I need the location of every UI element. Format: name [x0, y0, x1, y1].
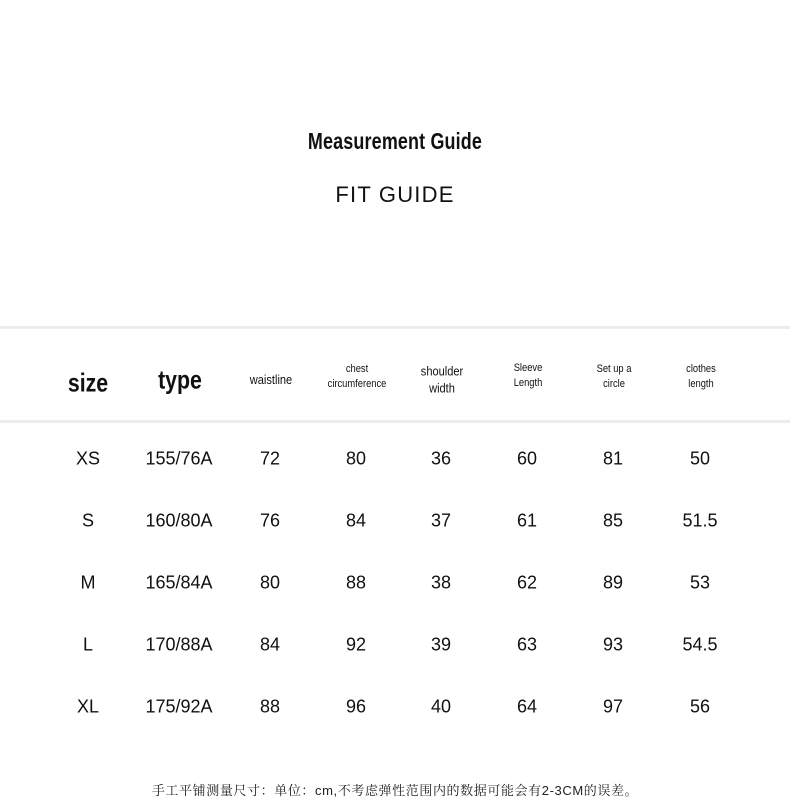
- cell-setup: 89: [602, 572, 624, 593]
- cell-waistline: 84: [259, 634, 281, 655]
- cell-setup: 85: [602, 510, 624, 531]
- header-sleeve-length: Sleeve Length: [513, 362, 543, 389]
- cell-sleeve: 64: [516, 696, 538, 717]
- header-clothes-length: clothes length: [686, 363, 716, 390]
- cell-sleeve: 61: [516, 510, 538, 531]
- cell-chest: 96: [345, 696, 367, 717]
- cell-chest: 92: [345, 634, 367, 655]
- header-set-up-circle: Set up a circle: [596, 363, 632, 390]
- cell-setup: 97: [602, 696, 624, 717]
- header-type: type: [158, 364, 202, 395]
- page-title: Measurement Guide: [307, 128, 483, 154]
- cell-sleeve: 60: [516, 448, 538, 469]
- cell-waistline: 80: [259, 572, 281, 593]
- cell-type: 165/84A: [145, 572, 213, 593]
- cell-size: XL: [76, 696, 100, 717]
- cell-clothes: 56: [689, 696, 711, 717]
- measurement-footnote: 手工平铺测量尺寸：单位：cm,不考虑弹性范围内的数据可能会有2-3CM的误差。: [151, 783, 639, 798]
- cell-waistline: 72: [259, 448, 281, 469]
- cell-shoulder: 38: [430, 572, 452, 593]
- cell-sleeve: 62: [516, 572, 538, 593]
- cell-size: XS: [75, 448, 101, 469]
- cell-size: S: [81, 510, 95, 531]
- cell-size: L: [82, 634, 94, 655]
- table-top-divider: [0, 326, 790, 329]
- cell-chest: 88: [345, 572, 367, 593]
- cell-shoulder: 40: [430, 696, 452, 717]
- header-divider: [0, 420, 790, 423]
- cell-size: M: [80, 572, 96, 593]
- cell-type: 170/88A: [145, 634, 213, 655]
- header-waistline: waistline: [249, 372, 293, 387]
- header-chest-circumference: chest circumference: [327, 363, 387, 390]
- cell-shoulder: 36: [430, 448, 452, 469]
- cell-waistline: 88: [259, 696, 281, 717]
- cell-shoulder: 37: [430, 510, 452, 531]
- header-size: size: [67, 367, 109, 398]
- cell-type: 155/76A: [145, 448, 213, 469]
- cell-clothes: 54.5: [682, 634, 718, 655]
- cell-clothes: 50: [689, 448, 711, 469]
- cell-waistline: 76: [259, 510, 281, 531]
- page-subtitle: FIT GUIDE: [335, 182, 455, 207]
- cell-setup: 93: [602, 634, 624, 655]
- cell-type: 175/92A: [145, 696, 213, 717]
- cell-shoulder: 39: [430, 634, 452, 655]
- cell-clothes: 51.5: [682, 510, 718, 531]
- cell-sleeve: 63: [516, 634, 538, 655]
- header-shoulder-width: shoulder width: [420, 363, 464, 396]
- cell-type: 160/80A: [145, 510, 213, 531]
- cell-chest: 80: [345, 448, 367, 469]
- cell-setup: 81: [602, 448, 624, 469]
- cell-chest: 84: [345, 510, 367, 531]
- cell-clothes: 53: [689, 572, 711, 593]
